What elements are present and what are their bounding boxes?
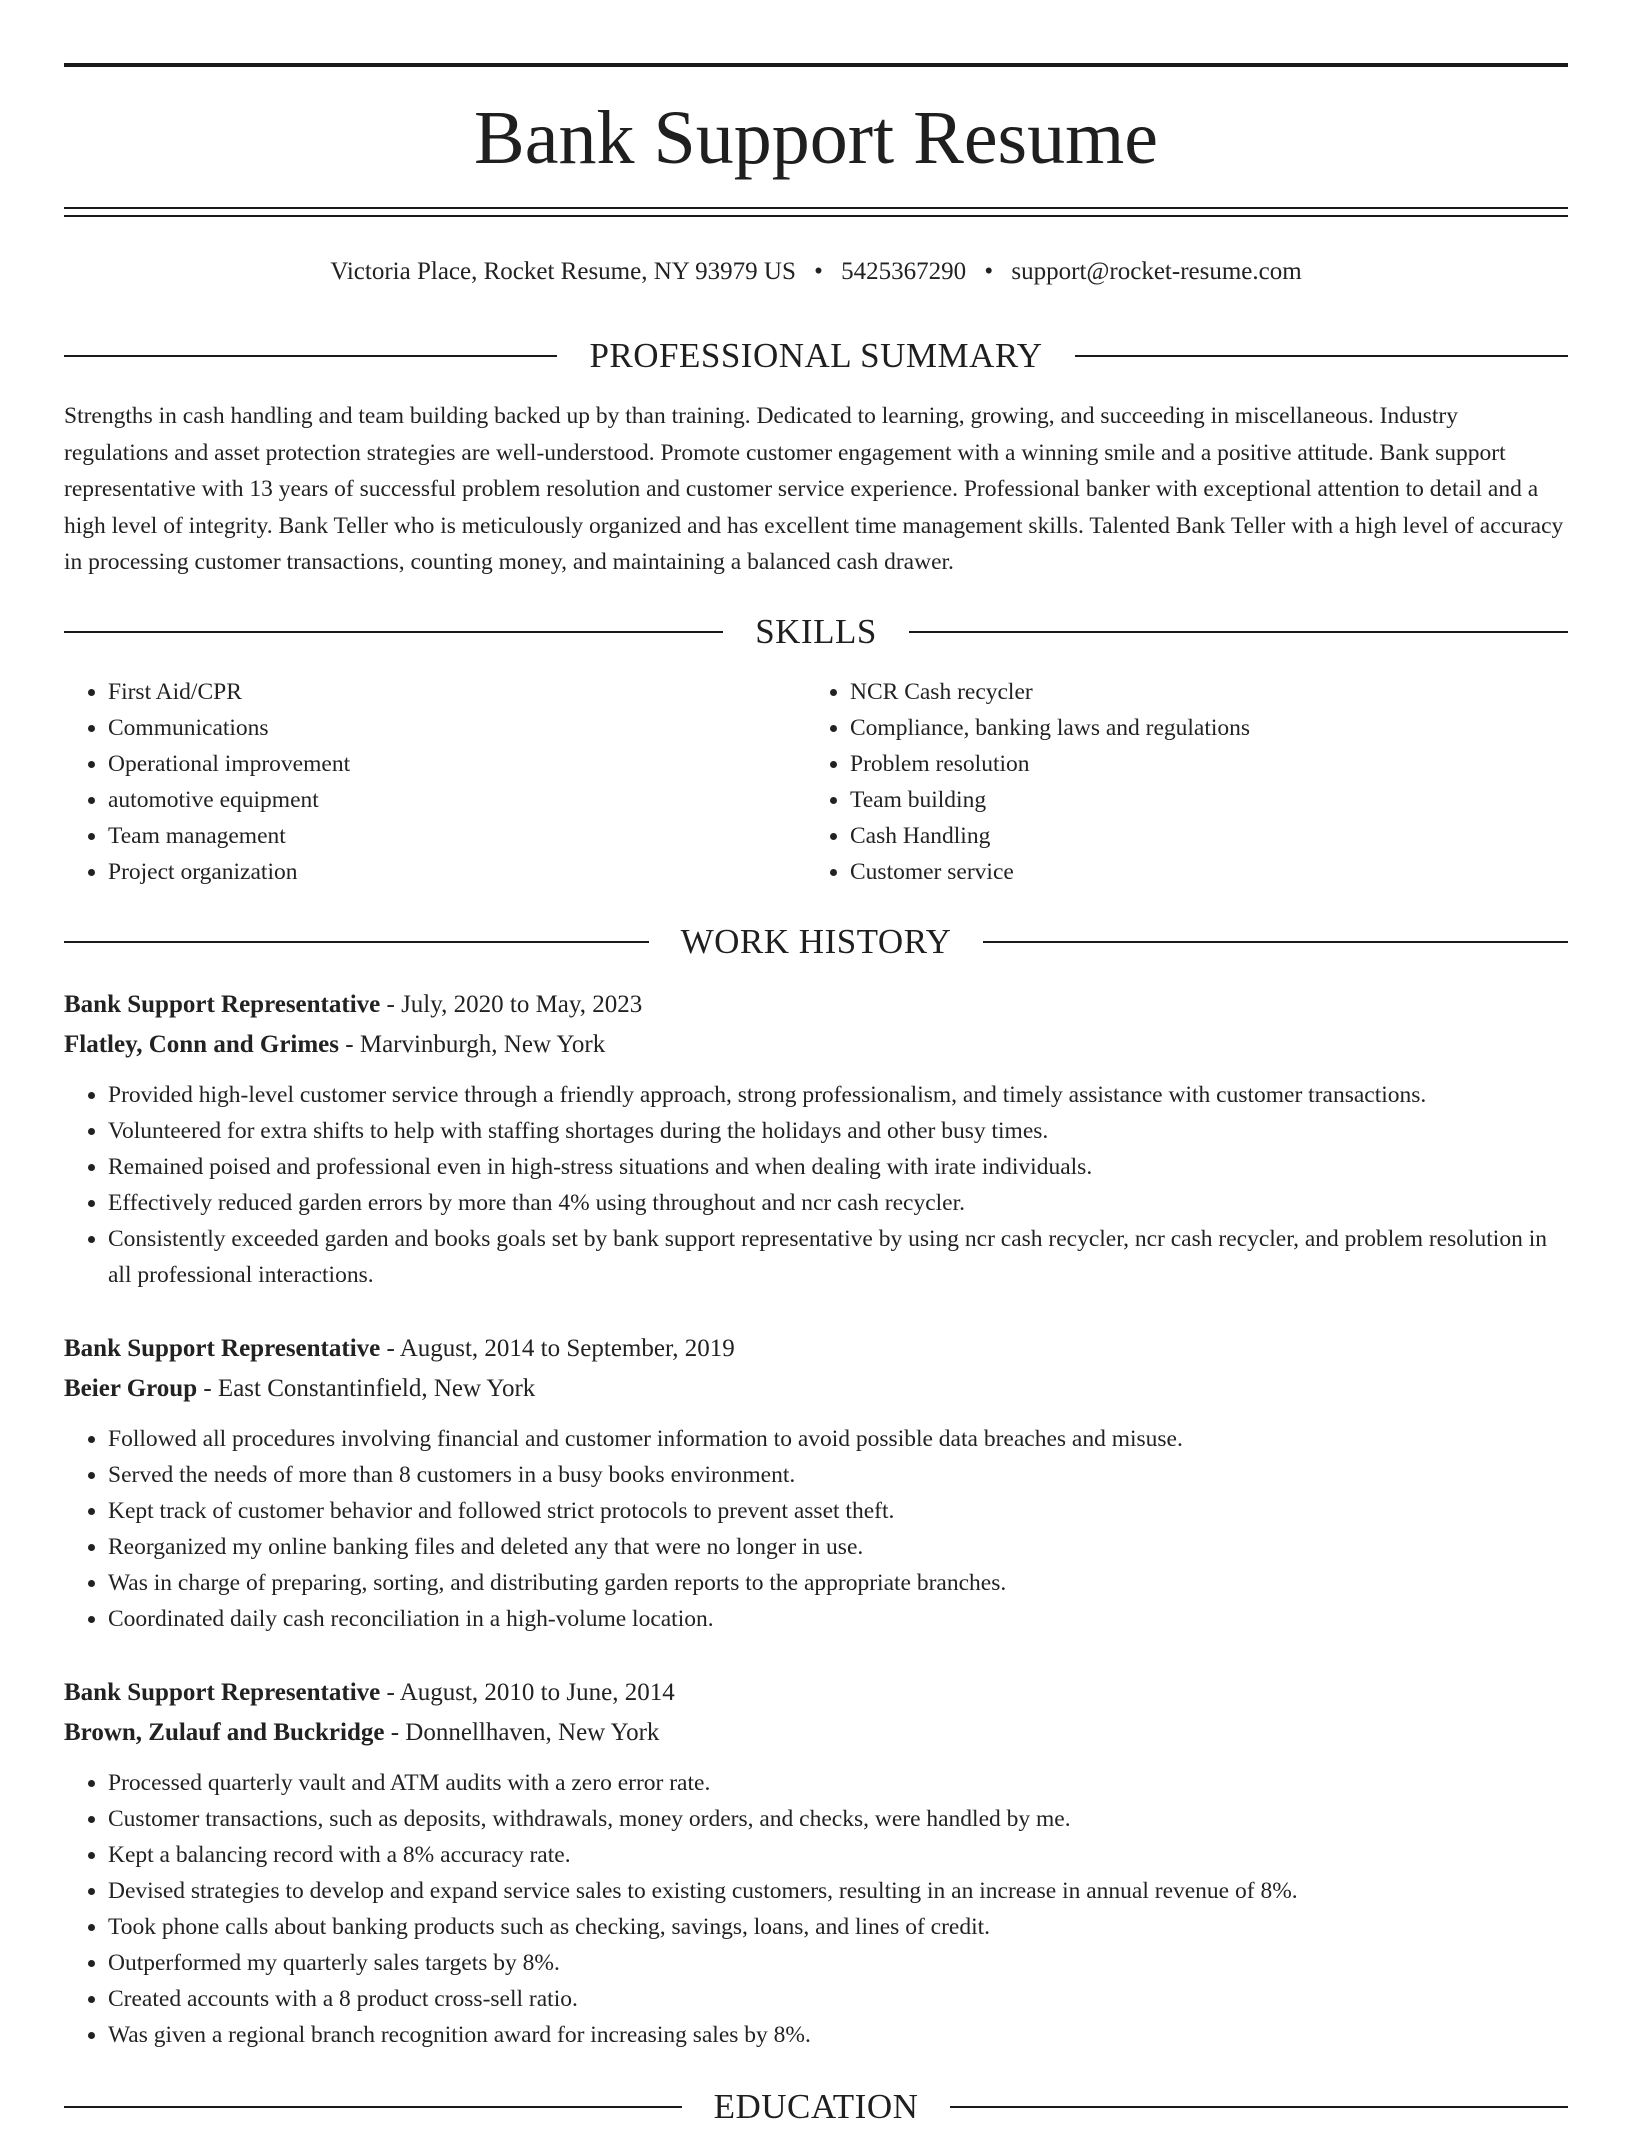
section-rule (64, 355, 557, 357)
section-rule (64, 631, 723, 633)
job-company-line (64, 1369, 1568, 1409)
skills-column-right (806, 674, 1566, 890)
section-title: SKILLS (755, 612, 877, 651)
job-entry (64, 1329, 1568, 1637)
contact-phone: 5425367290 (841, 258, 967, 285)
job-title-line (64, 1673, 1568, 1713)
contact-separator: • (984, 258, 994, 285)
skill-item: • First Aid/CPR (108, 674, 804, 710)
section-title: WORK HISTORY (680, 922, 952, 961)
job-bullet: • Reorganized my online banking files and deleted any that were no longer in use. (108, 1529, 1568, 1565)
job-title: Bank Support Representative (64, 991, 381, 1018)
summary-text: Strengths in cash handling and team building backed up by than training. Dedicated to learning, growing, and succeeding in miscellaneous. Industry regulations and asset protection strategies are well-understood. Promote customer engagement with a winning smile and a positive attitude. Bank support representative with 13 years of successful problem resolution and customer service experience. Professional banker with exceptional attention to detail and a high level of integrity. Bank Teller who is meticulously organized and has excellent time management skills. Talented Bank Teller with a high level of accuracy in processing customer transactions, counting money, and maintaining a balanced cash drawer. (64, 403, 1564, 575)
section-header-summary (64, 334, 1568, 378)
header-top-rule (64, 63, 1568, 67)
job-company-line (64, 1713, 1568, 1753)
job-bullet: • Provided high-level customer service through a friendly approach, strong professionalism, and timely assistance with customer transactions. (108, 1077, 1568, 1113)
skills-column-left (64, 674, 804, 890)
header-rule-lower (64, 215, 1568, 217)
job-bullet: • Created accounts with a 8 product cross-sell ratio. (108, 1981, 1568, 2017)
job-entry (64, 1673, 1568, 2053)
job-bullet: • Kept a balancing record with a 8% accuracy rate. (108, 1837, 1568, 1873)
skill-item: • Customer service (850, 854, 1566, 890)
job-bullet: • Remained poised and professional even in high-stress situations and when dealing with irate individuals. (108, 1149, 1568, 1185)
section-header-education (64, 2085, 1568, 2129)
job-dates: - August, 2014 to September, 2019 (380, 1335, 735, 1362)
section-rule (1075, 355, 1568, 357)
job-dates: - August, 2010 to June, 2014 (380, 1679, 675, 1706)
job-bullet: • Volunteered for extra shifts to help with staffing shortages during the holidays and other busy times. (108, 1113, 1568, 1149)
job-dates: - July, 2020 to May, 2023 (380, 991, 643, 1018)
job-title-line (64, 985, 1568, 1025)
section-header-work-history (64, 920, 1568, 964)
resume-title: Bank Support Resume (474, 96, 1158, 180)
job-location: - East Constantinfield, New York (197, 1375, 536, 1402)
job-bullet: • Effectively reduced garden errors by more than 4% using throughout and ncr cash recycler. (108, 1185, 1568, 1221)
section-title: PROFESSIONAL SUMMARY (589, 336, 1043, 375)
skill-item: • Cash Handling (850, 818, 1566, 854)
section-header-skills (64, 610, 1568, 654)
skill-item: • Operational improvement (108, 746, 804, 782)
section-rule (950, 2106, 1568, 2108)
job-bullet: • Customer transactions, such as deposits, withdrawals, money orders, and checks, were handled by me. (108, 1801, 1568, 1837)
job-location: - Marvinburgh, New York (339, 1031, 606, 1058)
section-rule (983, 941, 1568, 943)
job-company: Brown, Zulauf and Buckridge (64, 1719, 385, 1746)
job-bullet: • Consistently exceeded garden and books goals set by bank support representative by using ncr cash recycler, ncr cash recycler, and problem resolution in all professional interactions. (108, 1221, 1568, 1293)
job-bullet: • Served the needs of more than 8 customers in a busy books environment. (108, 1457, 1568, 1493)
job-bullet: • Devised strategies to develop and expand service sales to existing customers, resulting in an increase in annual revenue of 8%. (108, 1873, 1568, 1909)
section-rule (64, 941, 649, 943)
job-title: Bank Support Representative (64, 1335, 381, 1362)
job-bullet: • Outperformed my quarterly sales targets by 8%. (108, 1945, 1568, 1981)
job-bullet: • Processed quarterly vault and ATM audits with a zero error rate. (108, 1765, 1568, 1801)
skill-item: • NCR Cash recycler (850, 674, 1566, 710)
job-title-line (64, 1329, 1568, 1369)
job-bullet: • Was given a regional branch recognition award for increasing sales by 8%. (108, 2017, 1568, 2053)
job-bullet: • Coordinated daily cash reconciliation in a high-volume location. (108, 1601, 1568, 1637)
header-rule-upper (64, 207, 1568, 209)
skill-item: • automotive equipment (108, 782, 804, 818)
job-location: - Donnellhaven, New York (384, 1719, 660, 1746)
contact-email: support@rocket-resume.com (1011, 258, 1302, 285)
job-bullet: • Was in charge of preparing, sorting, and distributing garden reports to the appropriate branches. (108, 1565, 1568, 1601)
job-bullet: • Took phone calls about banking products such as checking, savings, loans, and lines of credit. (108, 1909, 1568, 1945)
section-title: EDUCATION (713, 2087, 919, 2126)
skill-item: • Team management (108, 818, 804, 854)
job-entry (64, 985, 1568, 1293)
job-bullet: • Followed all procedures involving financial and customer information to avoid possible data breaches and misuse. (108, 1421, 1568, 1457)
skill-item: • Compliance, banking laws and regulations (850, 710, 1566, 746)
contact-separator: • (814, 258, 823, 285)
job-company: Flatley, Conn and Grimes (64, 1031, 340, 1058)
skill-item: • Team building (850, 782, 1566, 818)
job-company-line (64, 1025, 1568, 1065)
skill-item: • Problem resolution (850, 746, 1566, 782)
contact-address: Victoria Place, Rocket Resume, NY 93979 US (330, 258, 796, 285)
job-title: Bank Support Representative (64, 1679, 381, 1706)
job-bullet: • Kept track of customer behavior and followed strict protocols to prevent asset theft. (108, 1493, 1568, 1529)
section-rule (64, 2106, 682, 2108)
section-rule (909, 631, 1568, 633)
skill-item: • Communications (108, 710, 804, 746)
skill-item: • Project organization (108, 854, 804, 890)
job-company: Beier Group (64, 1375, 198, 1402)
contact-line (64, 252, 1568, 292)
